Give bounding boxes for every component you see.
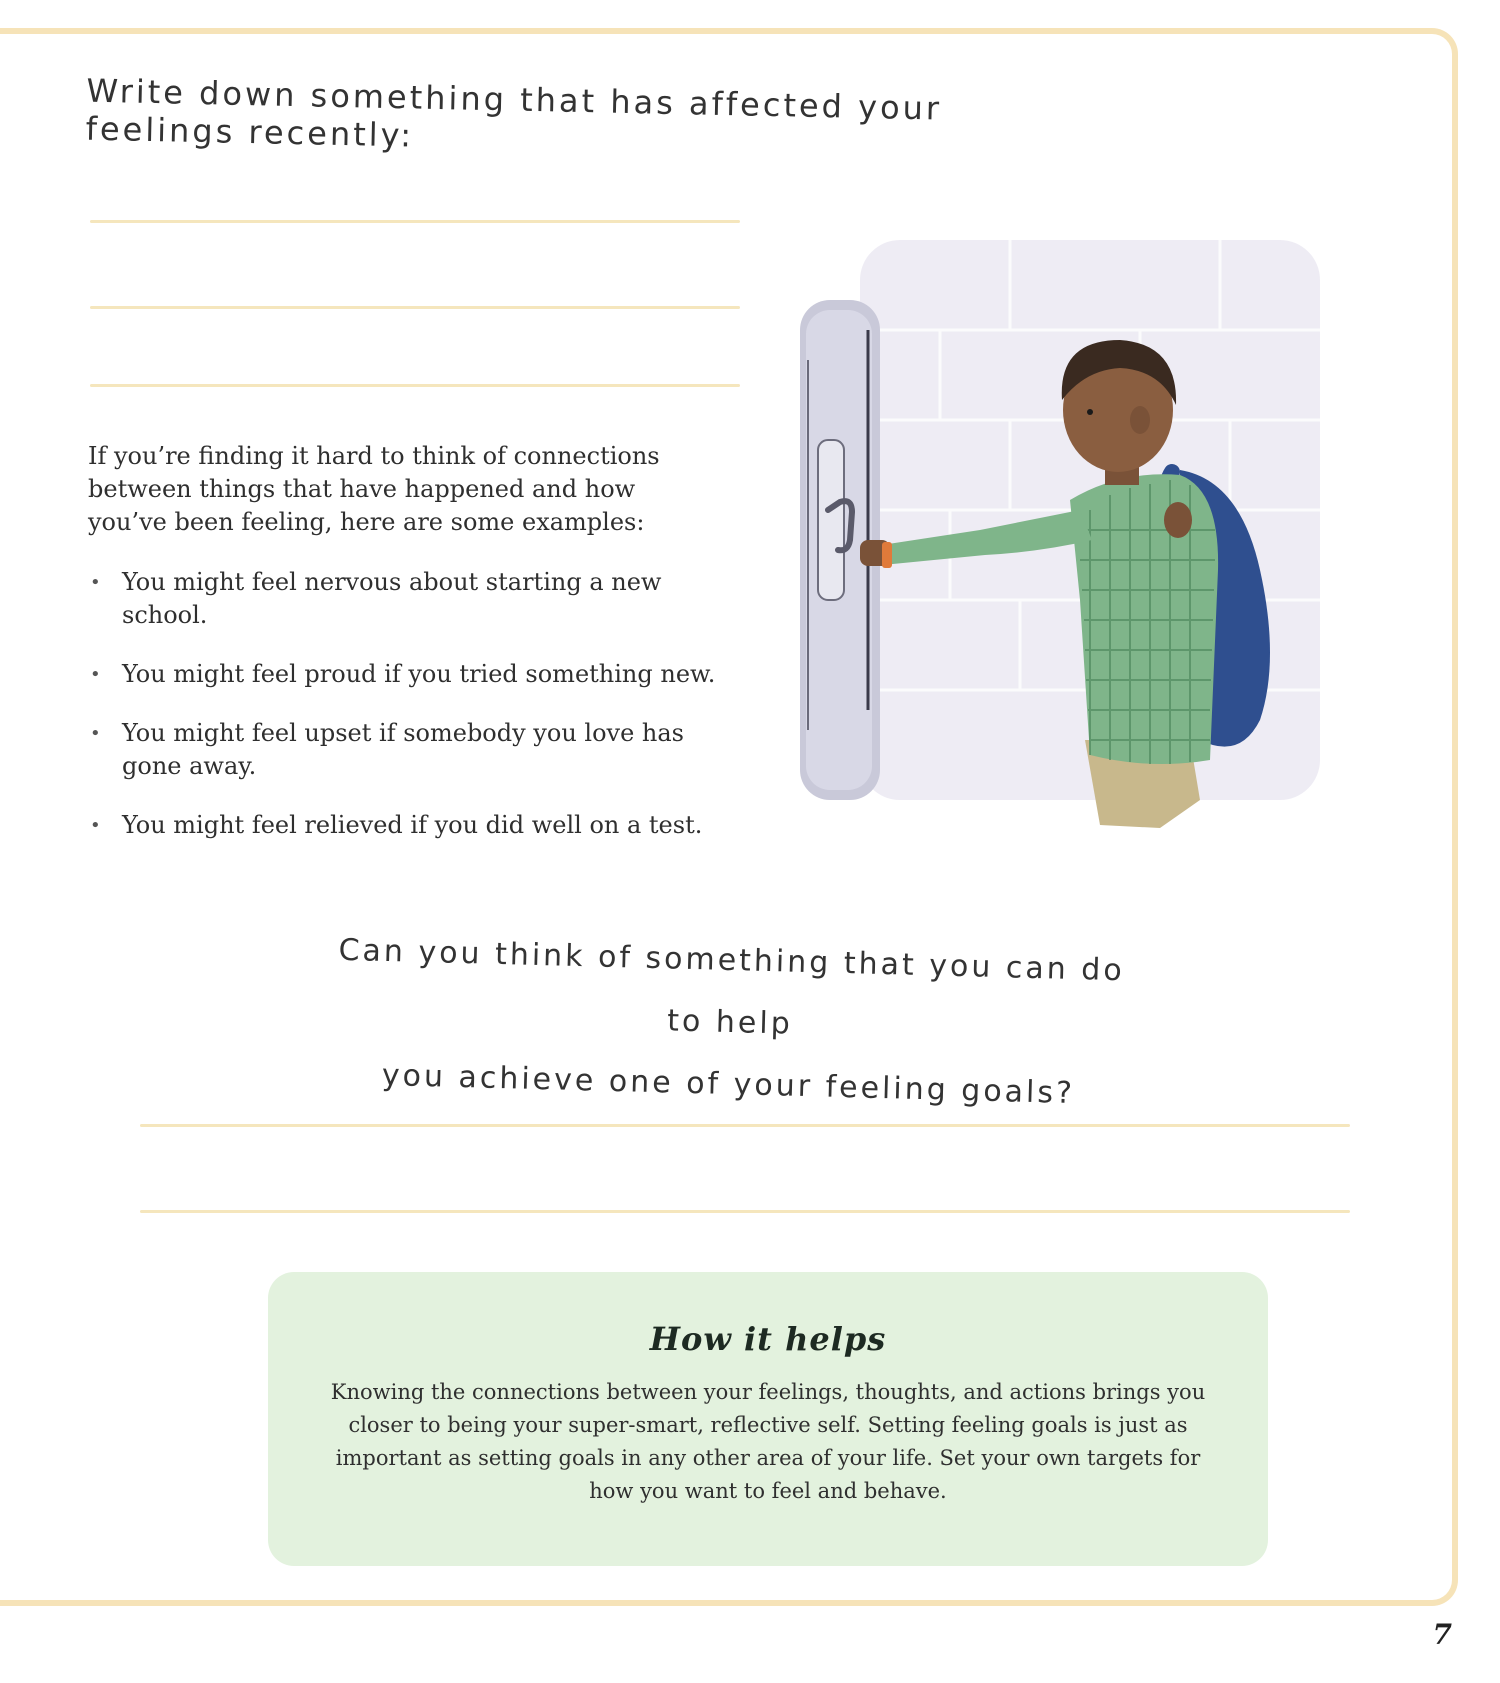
intro-paragraph: If you’re finding it hard to think of connections between things that have happened and how you’ve been feeling, here are some examples:: [88, 442, 660, 536]
prompt-feeling-goals: [318, 919, 1143, 1126]
answer-line-2[interactable]: [90, 306, 740, 309]
list-item: • You might feel nervous about starting a new school.: [88, 566, 728, 632]
list-item: • You might feel proud if you tried something new.: [88, 658, 728, 691]
callout-body: Knowing the connections between your feelings, thoughts, and actions brings you closer to being your super-smart, reflective self. Setting feeling goals is just as important as setting goals in any other area of your life. Set your own targets for how you want to feel and behave.: [330, 1380, 1206, 1503]
answer-line-1[interactable]: [90, 220, 740, 223]
prompt-goals-line-2: you achieve one of your feeling goals?: [381, 1057, 1076, 1112]
answer-line-5[interactable]: [140, 1210, 1350, 1213]
answer-line-4[interactable]: [140, 1124, 1350, 1127]
boy-opening-door-illustration: [800, 240, 1380, 860]
page-number: 7: [1432, 1618, 1452, 1651]
prompt-goals-line-1: Can you think of something that you can do to help: [338, 932, 1126, 1042]
list-item: • You might feel relieved if you did well on a test.: [88, 809, 728, 842]
wristband: [882, 542, 892, 568]
examples-list: [88, 566, 728, 868]
list-item: • You might feel upset if somebody you love has gone away.: [88, 717, 728, 783]
answer-line-3[interactable]: [90, 384, 740, 387]
how-it-helps-box: [268, 1272, 1268, 1566]
callout-title: How it helps: [649, 1320, 887, 1358]
door-plate: [818, 440, 844, 600]
prompt-recent-feelings: Write down something that has affected your feelings recently:: [85, 71, 943, 155]
